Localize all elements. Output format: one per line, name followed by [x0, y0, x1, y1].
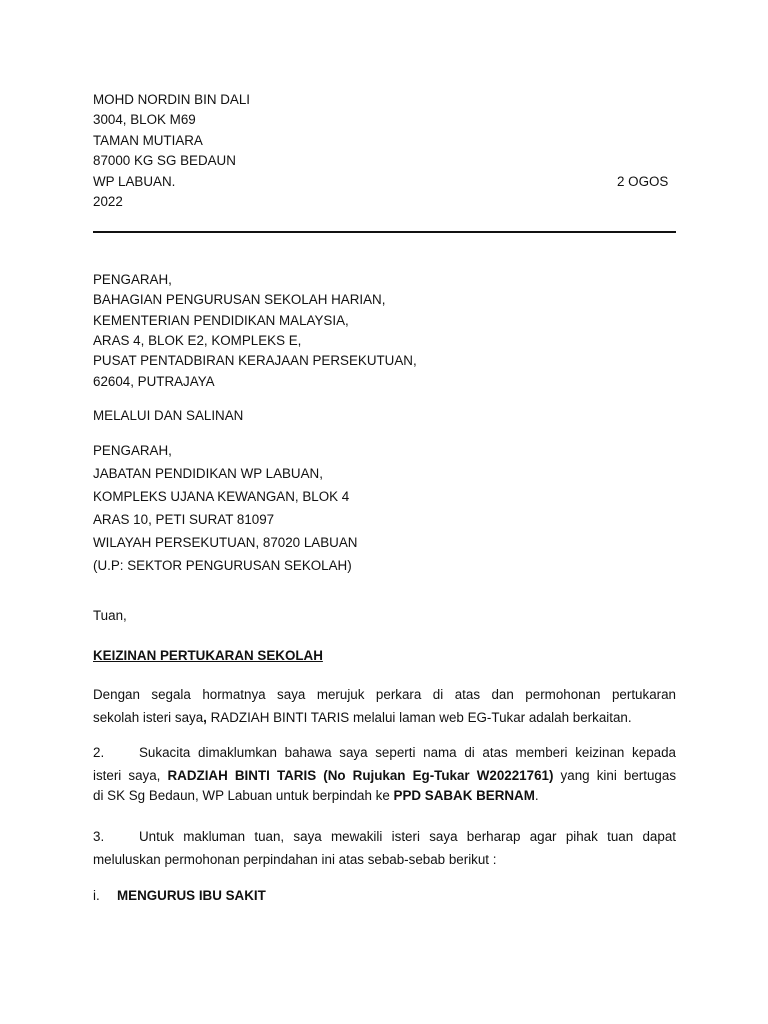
letter-date-year: 2022 [93, 194, 123, 209]
copy-recipient-line: ARAS 10, PETI SURAT 81097 [93, 512, 275, 527]
letter-date: 2 OGOS [617, 174, 669, 189]
copy-recipient-line: PENGARAH, [93, 443, 172, 458]
paragraph-1-text: Dengan segala hormatnya saya merujuk perkara di atas dan permohonan pertukaran [93, 687, 676, 702]
copy-recipient-line: WILAYAH PERSEKUTUAN, 87020 LABUAN [93, 535, 358, 550]
reason-number: i. [93, 888, 100, 903]
subject-heading: KEIZINAN PERTUKARAN SEKOLAH [93, 648, 323, 663]
sender-address-line: TAMAN MUTIARA [93, 133, 203, 148]
paragraph-3-line [93, 848, 676, 871]
paragraph-3-text: meluluskan permohonan perpindahan ini atas sebab-sebab berikut : [93, 852, 497, 867]
copy-recipient-line: JABATAN PENDIDIKAN WP LABUAN, [93, 466, 323, 481]
paragraph-2-text: yang kini bertugas [553, 768, 677, 783]
paragraph-1-text: RADZIAH BINTI TARIS melalui laman web EG-Tukar adalah berkaitan. [206, 710, 632, 725]
paragraph-2-text: di SK Sg Bedaun, WP Labuan untuk berpindah ke [93, 788, 394, 803]
paragraph-2-bold-destination: PPD SABAK BERNAM [393, 788, 535, 803]
sender-address-line: 87000 KG SG BEDAUN [93, 153, 236, 168]
copy-recipient-line: KOMPLEKS UJANA KEWANGAN, BLOK 4 [93, 489, 350, 504]
paragraph-2-bold-reference: RADZIAH BINTI TARIS (No Rujukan Eg-Tukar W20221761) [167, 768, 554, 783]
recipient-line: 62604, PUTRAJAYA [93, 374, 215, 389]
sender-address-line: 3004, BLOK M69 [93, 112, 196, 127]
via-label: MELALUI DAN SALINAN [93, 408, 244, 423]
copy-recipient-line: (U.P: SEKTOR PENGURUSAN SEKOLAH) [93, 558, 352, 573]
salutation: Tuan, [93, 608, 127, 623]
reason-title: MENGURUS IBU SAKIT [117, 888, 266, 903]
reason-item [93, 888, 266, 904]
paragraph-2-text: Sukacita dimaklumkan bahawa saya seperti nama di atas memberi keizinan kepada [139, 745, 676, 760]
recipient-line: KEMENTERIAN PENDIDIKAN MALAYSIA, [93, 313, 349, 328]
sender-name: MOHD NORDIN BIN DALI [93, 92, 250, 107]
paragraph-2-text: . [534, 788, 539, 803]
paragraph-2-line [93, 784, 676, 807]
recipient-line: PUSAT PENTADBIRAN KERAJAAN PERSEKUTUAN, [93, 353, 417, 368]
paragraph-2-line [93, 741, 676, 764]
paragraph-3-number: 3. [93, 829, 105, 844]
paragraph-1-text: sekolah isteri saya [93, 710, 204, 725]
recipient-line: PENGARAH, [93, 272, 172, 287]
recipient-line: ARAS 4, BLOK E2, KOMPLEKS E, [93, 333, 302, 348]
paragraph-1-line [93, 683, 676, 706]
sender-address-line: WP LABUAN. [93, 174, 176, 189]
recipient-line: BAHAGIAN PENGURUSAN SEKOLAH HARIAN, [93, 292, 386, 307]
paragraph-2-number: 2. [93, 745, 105, 760]
paragraph-2-text: isteri saya, [93, 768, 168, 783]
paragraph-3-line [93, 825, 676, 848]
paragraph-1-line [93, 706, 676, 729]
paragraph-1-comma: , [203, 710, 207, 725]
paragraph-3-text: Untuk makluman tuan, saya mewakili isteri saya berharap agar pihak tuan dapat [139, 829, 676, 844]
header-divider [93, 231, 676, 233]
